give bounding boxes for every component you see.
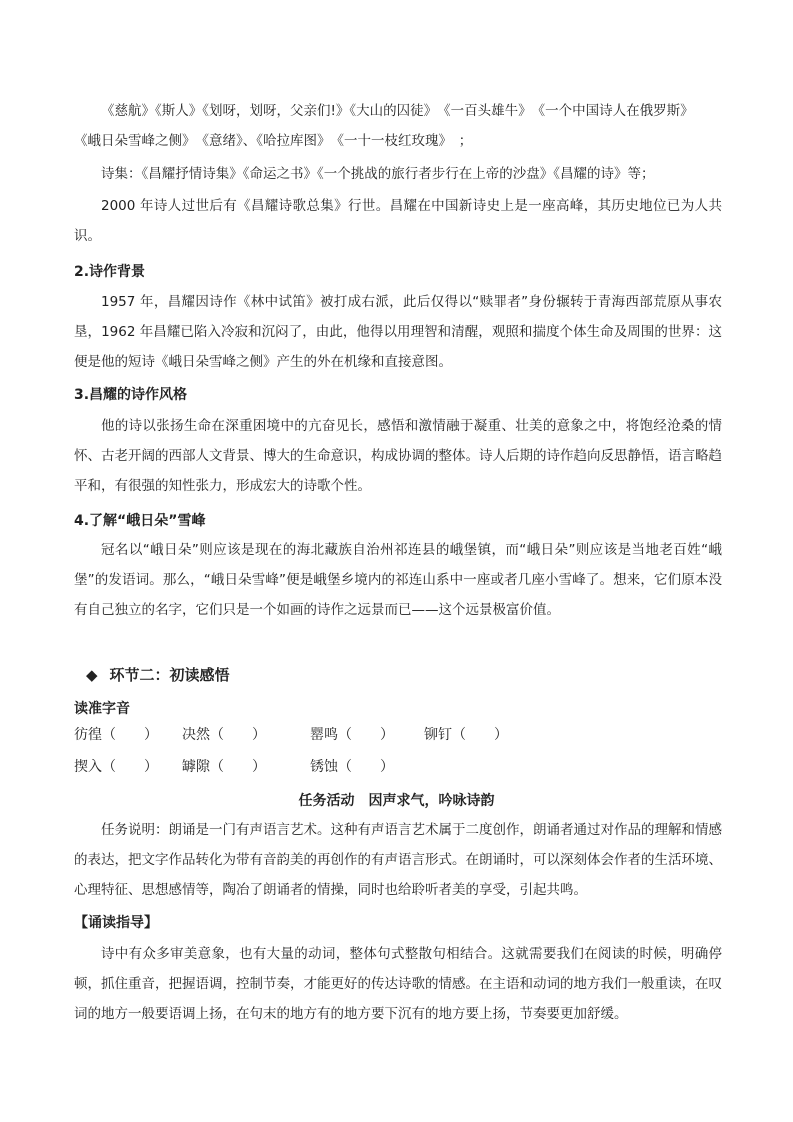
- recitation-guide-heading: 【诵读指导】: [74, 915, 158, 931]
- recitation-guide-paragraph: 诗中有众多审美意象，也有大量的动词，整体句式整散句相结合。这就需要我们在阅读的时候，明确停顿，抓住重音，把握语调，控制节奏，才能更好的传达诗歌的情感。在主语和动词的地方我们一般重读，在叹词的地方一般要语调上扬，在句末的地方有的地方要下沉有的地方要上扬，节奏要更加舒缓。: [74, 946, 722, 1022]
- diamond-bullet-icon: ◆: [86, 666, 98, 684]
- pronunciation-item: 罅隙（ ）: [182, 759, 266, 775]
- pronunciation-item: 罂鸣（ ）: [310, 727, 394, 743]
- works-list-line-2: 《峨日朵雪峰之侧》 《意绪》、《哈拉库图》 《一十一枝红玫瑰》 ；: [74, 133, 473, 149]
- heading-pronunciation: 读准字音: [74, 701, 130, 717]
- style-paragraph: 他的诗以张扬生命在深重困境中的亢奋见长，感悟和激情融于凝重、壮美的意象之中，将饱经沧桑的情怀、古老开阔的西部人文背景、博大的生命意识，构成协调的整体。诗人后期的诗作趋向反思静悟，语言略趋平和，有很强的知性张力，形成宏大的诗歌个性。: [74, 418, 722, 494]
- legacy-paragraph: 2000 年诗人过世后有《昌耀诗歌总集》行世。昌耀在中国新诗史上是一座高峰，其历史地位已为人共识。: [74, 198, 722, 244]
- pronunciation-item: 铆钉（ ）: [424, 727, 508, 743]
- works-list-line-1: 《慈航》《斯人》《划呀，划呀，父亲们!》《大山的囚徒》 《一百头雄牛》 《一个中国诗人在俄罗斯》: [101, 103, 694, 119]
- pronunciation-item: 锈蚀（ ）: [310, 759, 394, 775]
- task-activity-title: 任务活动 因声求气，吟咏诗韵: [298, 793, 495, 809]
- section-two-title: 环节二：初读感悟: [109, 666, 230, 684]
- pronunciation-item: 揳入（ ）: [74, 759, 158, 775]
- pronunciation-item: 决然（ ）: [182, 727, 266, 743]
- background-paragraph: 1957 年，昌耀因诗作《林中试笛》被打成右派，此后仅得以“赎罪者”身份辗转于青海西部荒原从事农垦，1962 年昌耀已陷入冷寂和沉闷了，由此，他得以用理智和清醒，观照和揣度个体生命及周围的世界：这便是他的短诗《峨日朵雪峰之侧》产生的外在机缘和直接意图。: [74, 294, 722, 370]
- poetry-collections-paragraph: 诗集：《昌耀抒情诗集》《命运之书》《一个挑战的旅行者步行在上帝的沙盘》《昌耀的诗》等；: [101, 166, 655, 182]
- section-two-heading: [86, 664, 230, 685]
- task-description-paragraph: 任务说明：朗诵是一门有声语言艺术。这种有声语言艺术属于二度创作，朗诵者通过对作品的理解和情感的表达，把文字作品转化为带有音韵美的再创作的有声语言形式。在朗诵时，可以深刻体会作者的生活环境、心理特征、思想感情等，陶冶了朗诵者的情操，同时也给聆听者美的享受，引起共鸣。: [74, 822, 722, 898]
- heading-snow-peak: 4.了解“峨日朵”雪峰: [74, 513, 206, 529]
- heading-background: 2.诗作背景: [74, 264, 146, 280]
- snow-peak-paragraph: 冠名以“峨日朵”则应该是现在的海北藏族自治州祁连县的峨堡镇，而“峨日朵”则应该是当地老百姓“峨堡”的发语词。那么，“峨日朵雪峰”便是峨堡乡境内的祁连山系中一座或者几座小雪峰了。想来，它们原本没有自己独立的名字，它们只是一个如画的诗作之远景而已——这个远景极富价值。: [74, 542, 722, 618]
- pronunciation-item: 彷徨（ ）: [74, 727, 158, 743]
- heading-style: 3.昌耀的诗作风格: [74, 387, 188, 403]
